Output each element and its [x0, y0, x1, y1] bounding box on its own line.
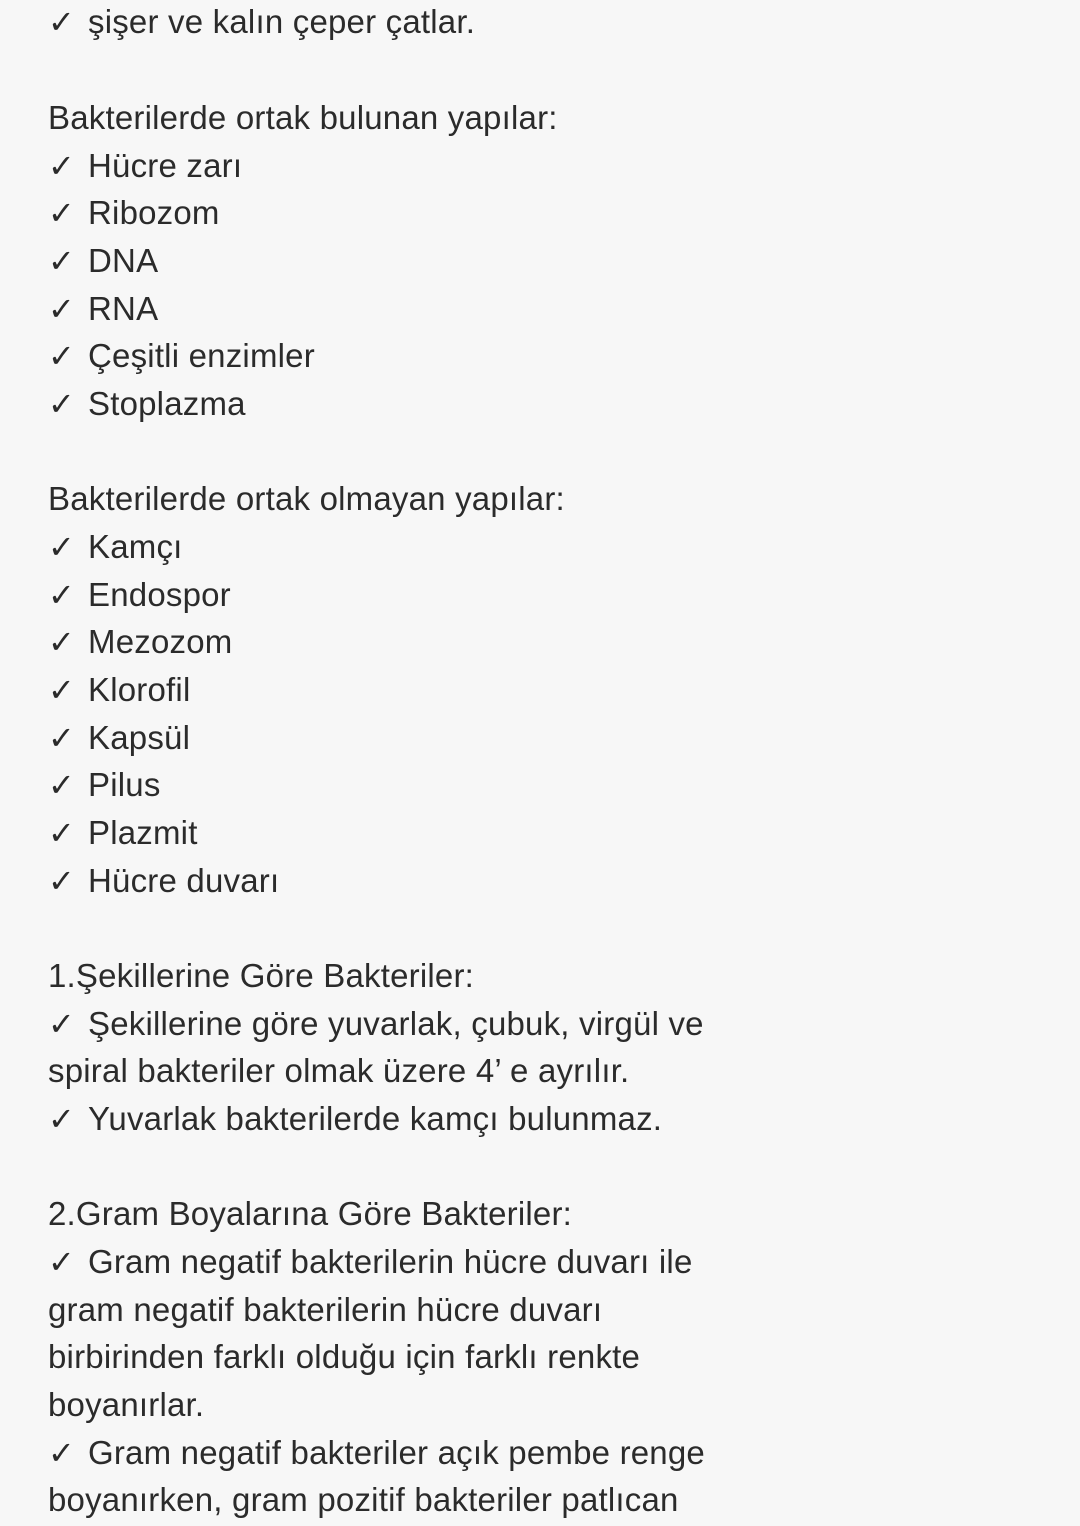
check-icon: ✓: [48, 1243, 76, 1281]
check-icon: ✓: [48, 3, 76, 41]
text-line: boyanırken, gram pozitif bakteriler patlıcan: [48, 1481, 679, 1518]
list-item: ✓ Mezozom: [48, 620, 232, 664]
list-item: ✓ Ribozom: [48, 191, 220, 235]
list-item: ✓ RNA: [48, 287, 158, 331]
list-item: ✓ Gram negatif bakterilerin hücre duvarı ile: [48, 1240, 693, 1284]
check-icon: ✓: [48, 1434, 76, 1472]
section-heading: Bakterilerde ortak olmayan yapılar:: [48, 480, 565, 517]
check-icon: ✓: [48, 671, 76, 709]
list-item: ✓ Plazmit: [48, 811, 198, 855]
list-item: ✓ Hücre duvarı: [48, 859, 279, 903]
check-icon: ✓: [48, 576, 76, 614]
list-item: ✓ Gram negatif bakteriler açık pembe renge: [48, 1431, 705, 1475]
check-icon: ✓: [48, 242, 76, 280]
list-item: ✓ Pilus: [48, 763, 161, 807]
check-icon: ✓: [48, 814, 76, 852]
check-icon: ✓: [48, 766, 76, 804]
text-line: ✓ şişer ve kalın çeper çatlar.: [48, 0, 475, 44]
list-item: ✓ Endospor: [48, 573, 231, 617]
list-item: ✓ Klorofil: [48, 668, 190, 712]
list-item: ✓ Kapsül: [48, 716, 190, 760]
section-heading: 1.Şekillerine Göre Bakteriler:: [48, 957, 475, 994]
list-item: ✓ DNA: [48, 239, 158, 283]
list-item: ✓ Yuvarlak bakterilerde kamçı bulunmaz.: [48, 1097, 662, 1141]
list-item: ✓ Hücre zarı: [48, 144, 242, 188]
list-item: ✓ Kamçı: [48, 525, 183, 569]
check-icon: ✓: [48, 862, 76, 900]
check-icon: ✓: [48, 385, 76, 423]
text-line: spiral bakteriler olmak üzere 4’ e ayrılır.: [48, 1052, 630, 1089]
list-item: ✓ Şekillerine göre yuvarlak, çubuk, virgül ve: [48, 1002, 704, 1046]
text-line: boyanırlar.: [48, 1386, 205, 1423]
check-icon: ✓: [48, 290, 76, 328]
text-line: birbirinden farklı olduğu için farklı renkte: [48, 1338, 641, 1375]
check-icon: ✓: [48, 194, 76, 232]
check-icon: ✓: [48, 623, 76, 661]
check-icon: ✓: [48, 719, 76, 757]
section-heading: 2.Gram Boyalarına Göre Bakteriler:: [48, 1195, 573, 1232]
section-heading: Bakterilerde ortak bulunan yapılar:: [48, 99, 558, 136]
check-icon: ✓: [48, 1005, 76, 1043]
text-line: gram negatif bakterilerin hücre duvarı: [48, 1291, 603, 1328]
check-icon: ✓: [48, 1100, 76, 1138]
check-icon: ✓: [48, 147, 76, 185]
list-item: ✓ Stoplazma: [48, 382, 246, 426]
check-icon: ✓: [48, 528, 76, 566]
check-icon: ✓: [48, 337, 76, 375]
list-item: ✓ Çeşitli enzimler: [48, 334, 315, 378]
